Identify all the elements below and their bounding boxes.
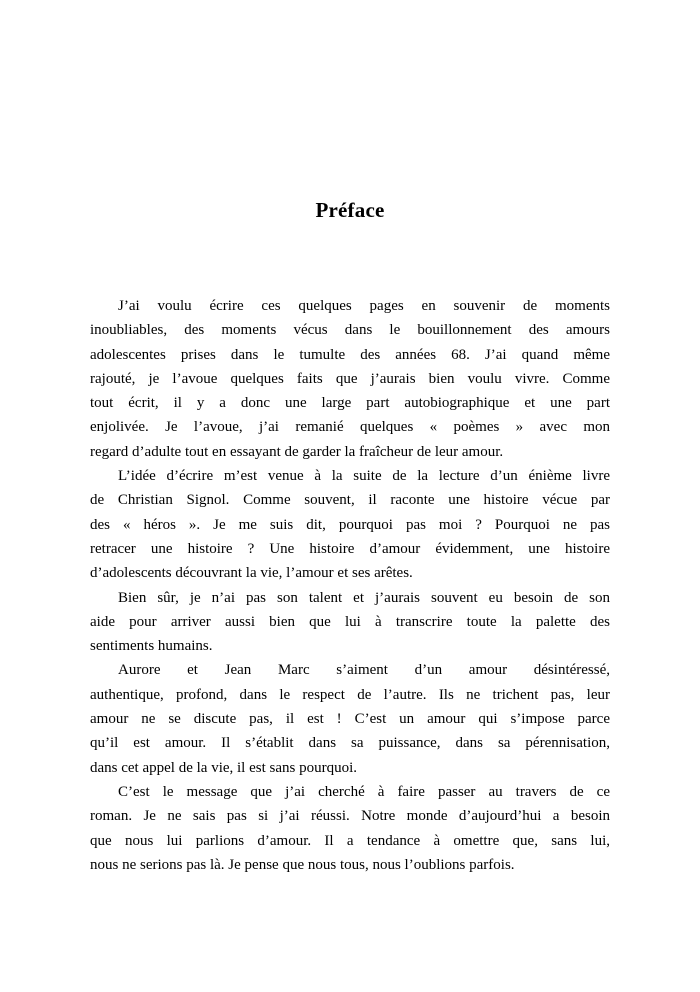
text-line: Aurore et Jean Marc s’aiment d’un amour désintéressé, <box>118 662 610 679</box>
paragraph-1 <box>90 294 610 464</box>
text-line: tout écrit, il y a donc une large part autobiographique et une part <box>90 395 610 412</box>
text-line: qu’il est amour. Il s’établit dans sa puissance, dans sa pérennisation, <box>90 735 610 752</box>
text-line: aide pour arriver aussi bien que lui à transcrire toute la palette des <box>90 613 610 630</box>
text-line: adolescentes prises dans le tumulte des années 68. J’ai quand même <box>90 346 610 363</box>
text-line: roman. Je ne sais pas si j’ai réussi. Notre monde d’aujourd’hui a besoin <box>90 808 610 825</box>
text-line: C’est le message que j’ai cherché à faire passer au travers de ce <box>118 783 610 800</box>
text-line: inoubliables, des moments vécus dans le bouillonnement des amours <box>90 322 610 339</box>
text-line: L’idée d’écrire m’est venue à la suite de la lecture d’un énième livre <box>118 468 610 485</box>
text-line: authentique, profond, dans le respect de l’autre. Ils ne trichent pas, leur <box>90 686 610 703</box>
text-line: sentiments humains. <box>90 638 213 655</box>
text-line: de Christian Signol. Comme souvent, il raconte une histoire vécue par <box>90 492 610 509</box>
paragraph-4 <box>90 658 610 779</box>
paragraph-5 <box>90 780 610 877</box>
text-line: nous ne serions pas là. Je pense que nous tous, nous l’oublions parfois. <box>90 856 515 873</box>
page-title: Préface <box>315 198 385 222</box>
text-line: d’adolescents découvrant la vie, l’amour et ses arêtes. <box>90 565 413 582</box>
text-line: J’ai voulu écrire ces quelques pages en souvenir de moments <box>118 298 610 314</box>
preface-body <box>90 294 610 877</box>
paragraph-3 <box>90 586 610 659</box>
text-line: amour ne se discute pas, il est ! C’est un amour qui s’impose parce <box>90 711 610 728</box>
text-line: retracer une histoire ? Une histoire d’amour évidemment, une histoire <box>90 540 610 557</box>
text-line: que nous lui parlions d’amour. Il a tendance à omettre que, sans lui, <box>90 832 610 849</box>
text-line: rajouté, je l’avoue quelques faits que j’aurais bien voulu vivre. Comme <box>90 370 610 387</box>
text-line: des « héros ». Je me suis dit, pourquoi pas moi ? Pourquoi ne pas <box>90 516 610 533</box>
text-line: enjolivée. Je l’avoue, j’ai remanié quelques « poèmes » avec mon <box>90 419 610 436</box>
paragraph-2 <box>90 464 610 585</box>
text-line: Bien sûr, je n’ai pas son talent et j’aurais souvent eu besoin de son <box>118 589 610 606</box>
text-line: dans cet appel de la vie, il est sans pourquoi. <box>90 759 358 776</box>
text-line: regard d’adulte tout en essayant de garder la fraîcheur de leur amour. <box>90 443 504 460</box>
